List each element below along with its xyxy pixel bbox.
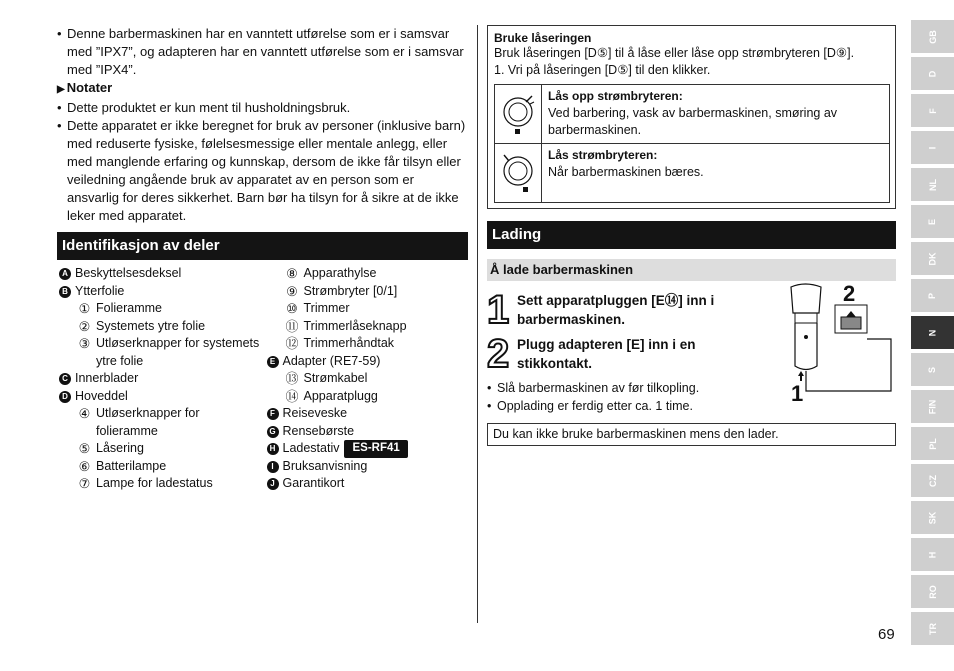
part-item [265, 440, 469, 458]
language-tab-d[interactable] [911, 57, 954, 90]
language-tab-label: D [927, 70, 938, 77]
language-tab-f[interactable] [911, 94, 954, 127]
part-label: Folieramme [96, 301, 162, 315]
part-item [57, 475, 261, 493]
part-item [57, 370, 261, 388]
part-number-marker: ⑤ [78, 441, 91, 456]
part-item [57, 300, 261, 318]
lock-row-title: Lås opp strømbryteren: [548, 89, 683, 103]
lock-row-unlock [495, 85, 889, 143]
language-tab-label: TR [927, 622, 938, 635]
intro-list [57, 25, 468, 79]
part-number-marker: ① [78, 301, 91, 316]
part-number-marker: ⑭ [285, 388, 299, 404]
part-item [265, 300, 469, 318]
lock-row-text [542, 85, 889, 143]
step-text: Sett apparatpluggen [E⑭] inn i barbermaskinen. [517, 293, 715, 327]
language-tab-dk[interactable] [911, 242, 954, 275]
part-item [57, 405, 261, 440]
part-label: Garantikort [282, 476, 345, 490]
part-item [265, 265, 469, 283]
part-item [265, 405, 469, 423]
parts-list [57, 265, 468, 493]
language-tab-label: H [927, 551, 938, 558]
language-tab-gb[interactable] [911, 20, 954, 53]
part-letter-badge: C [59, 373, 71, 385]
language-tab-label: GB [927, 29, 938, 44]
part-label: Trimmer [303, 301, 350, 315]
lock-row-desc: Når barbermaskinen bæres. [548, 165, 704, 179]
charging-illustration [783, 281, 898, 409]
step-1 [487, 288, 757, 332]
part-label: Lampe for ladestatus [96, 476, 213, 490]
part-letter-badge: H [267, 443, 279, 455]
part-label: Hoveddel [75, 388, 128, 403]
language-tab-i[interactable] [911, 131, 954, 164]
charging-steps [487, 281, 896, 413]
part-item [265, 458, 469, 476]
lock-table [494, 84, 890, 203]
notater-bullet: • Dette produktet er kun ment til husholdningsbruk. [57, 99, 468, 117]
parts-column-1 [57, 265, 261, 493]
part-item [265, 318, 469, 336]
language-tab-label: I [927, 146, 938, 149]
section-title-parts: Identifikasjon av deler [57, 232, 468, 260]
part-number-marker: ⑨ [286, 283, 298, 299]
part-label: Reiseveske [282, 406, 348, 420]
part-item [265, 370, 469, 388]
language-tab-s[interactable] [911, 353, 954, 386]
intro-bullet: • Denne barbermaskinen har en vanntett utførelse som er i samsvar med ”IPX7”, og adapteren har en vanntett utførelse som er i samsvar med ”IPX4”. [57, 25, 468, 79]
part-letter-badge: A [59, 268, 71, 280]
language-tab-n[interactable] [911, 316, 954, 349]
language-tab-h[interactable] [911, 538, 954, 571]
language-tab-pl[interactable] [911, 427, 954, 460]
notater-heading: ▶ Notater [57, 79, 468, 99]
lock-row-text [542, 144, 710, 202]
language-tab-label: DK [927, 252, 938, 265]
subsection-title: Å lade barbermaskinen [487, 259, 896, 281]
part-label: Beskyttelsesdeksel [75, 266, 182, 280]
figure-label-1: 1 [791, 381, 804, 406]
part-item [57, 440, 261, 458]
part-label: Bruksanvisning [282, 458, 368, 473]
part-label: Utløserknapper for systemets ytre folie [96, 336, 260, 368]
part-number-marker: ⑥ [78, 458, 91, 474]
parts-column-2 [261, 265, 469, 493]
language-tab-label: SK [927, 511, 938, 524]
part-label: Adapter (RE7-59) [282, 353, 381, 368]
part-number-marker: ③ [78, 336, 91, 351]
part-number-marker: ② [78, 318, 91, 334]
language-tab-label: CZ [927, 474, 938, 487]
language-tab-label: RO [927, 584, 938, 599]
lock-ring-icon [495, 144, 542, 202]
part-label: Utløserknapper for folieramme [96, 406, 200, 438]
step-bullets [487, 379, 699, 415]
step-2 [487, 332, 757, 376]
part-label: Apparatplugg [303, 388, 378, 403]
step-number: 1 [487, 288, 510, 332]
part-item [57, 318, 261, 336]
step-text: Plugg adapteren [E] inn i en stikkontakt. [517, 337, 696, 371]
language-tab-label: S [927, 366, 938, 373]
language-tab-label: P [927, 292, 938, 299]
right-column [487, 25, 896, 446]
language-tab-sk[interactable] [911, 501, 954, 534]
language-tab-label: NL [927, 178, 938, 191]
part-label: Rensebørste [282, 423, 355, 438]
language-tab-p[interactable] [911, 279, 954, 312]
step-bullet: • Slå barbermaskinen av før tilkopling. [487, 379, 699, 397]
language-tab-label: FIN [927, 399, 938, 414]
part-number-marker: ⑦ [78, 476, 91, 491]
part-letter-badge: I [267, 461, 279, 473]
language-tab-fin[interactable] [911, 390, 954, 423]
part-item [57, 283, 261, 301]
lock-row-desc: Ved barbering, vask av barbermaskinen, smøring av barbermaskinen. [548, 106, 838, 137]
notater-list [57, 99, 468, 225]
lock-ring-step: 1. Vri på låseringen [D⑤] til den klikker. [494, 63, 711, 77]
unlock-ring-icon [495, 85, 542, 143]
model-badge: ES-RF41 [344, 440, 407, 458]
page-number: 69 [878, 626, 895, 643]
part-item [265, 335, 469, 353]
part-item [57, 458, 261, 476]
part-label: Trimmerlåseknapp [303, 318, 407, 333]
part-letter-badge: D [59, 391, 71, 403]
notater-bullet: • Dette apparatet er ikke beregnet for bruk av personer (inklusive barn) med reduserte fysiske, følelsesmessige eller mentale anlegg, eller med manglende erfaring og kunnskap, dersom de ikke får tilsyn eller veiledning angående bruk av apparatet av en person som er ansvarlig for deres sikkerhet. Barn bør ha tilsyn for å sikre at de ikke leker med apparatet. [57, 117, 468, 225]
part-label: Apparathylse [303, 266, 377, 280]
language-tab-ro[interactable] [911, 575, 954, 608]
part-item [265, 283, 469, 301]
lock-row-lock [495, 143, 889, 202]
part-item [57, 335, 261, 370]
part-label: Strømkabel [303, 371, 368, 385]
language-tab-tr[interactable] [911, 612, 954, 645]
part-number-marker: ⑩ [286, 301, 298, 316]
part-letter-badge: F [267, 408, 279, 420]
left-column [57, 25, 468, 493]
part-number-marker: ⑧ [286, 266, 298, 281]
part-item [265, 388, 469, 406]
part-letter-badge: B [59, 286, 71, 298]
language-tab-label: PL [927, 437, 938, 450]
lock-row-title: Lås strømbryteren: [548, 148, 658, 162]
language-tab-label: E [927, 218, 938, 225]
part-label: Trimmerhåndtak [303, 336, 395, 350]
lock-ring-intro: Bruk låseringen [D⑤] til å låse eller låse opp strømbryteren [D⑨]. [494, 46, 855, 60]
part-item [265, 475, 469, 493]
part-item [57, 388, 261, 406]
part-label: Systemets ytre folie [96, 318, 206, 333]
part-letter-badge: J [267, 478, 279, 490]
part-label: Ytterfolie [75, 283, 125, 298]
figure-label-2: 2 [843, 281, 856, 306]
step-bullet: • Opplading er ferdig etter ca. 1 time. [487, 397, 699, 415]
part-letter-badge: E [267, 356, 279, 368]
part-item [265, 353, 469, 371]
part-number-marker: ⑬ [285, 371, 299, 386]
language-tabs [911, 20, 954, 649]
part-label: Innerblader [75, 371, 139, 385]
part-label: Batterilampe [96, 458, 167, 473]
lock-ring-title: Bruke låseringen [494, 31, 592, 45]
section-title-charging: Lading [487, 221, 896, 249]
part-item [57, 265, 261, 283]
column-divider [477, 25, 478, 623]
part-number-marker: ⑫ [285, 336, 299, 351]
charging-note: Du kan ikke bruke barbermaskinen mens den lader. [487, 423, 896, 446]
part-label: Strømbryter [0/1] [303, 283, 398, 298]
part-label: Låsering [96, 441, 144, 455]
step-number: 2 [487, 332, 510, 376]
part-letter-badge: G [267, 426, 279, 438]
language-tab-e[interactable] [911, 205, 954, 238]
part-number-marker: ⑪ [285, 318, 299, 334]
language-tab-label: N [927, 329, 938, 336]
part-label: Ladestativ [282, 441, 340, 455]
language-tab-label: F [927, 107, 938, 114]
part-item [265, 423, 469, 441]
lock-ring-box [487, 25, 896, 209]
language-tab-cz[interactable] [911, 464, 954, 497]
part-number-marker: ④ [78, 406, 91, 421]
language-tab-nl[interactable] [911, 168, 954, 201]
